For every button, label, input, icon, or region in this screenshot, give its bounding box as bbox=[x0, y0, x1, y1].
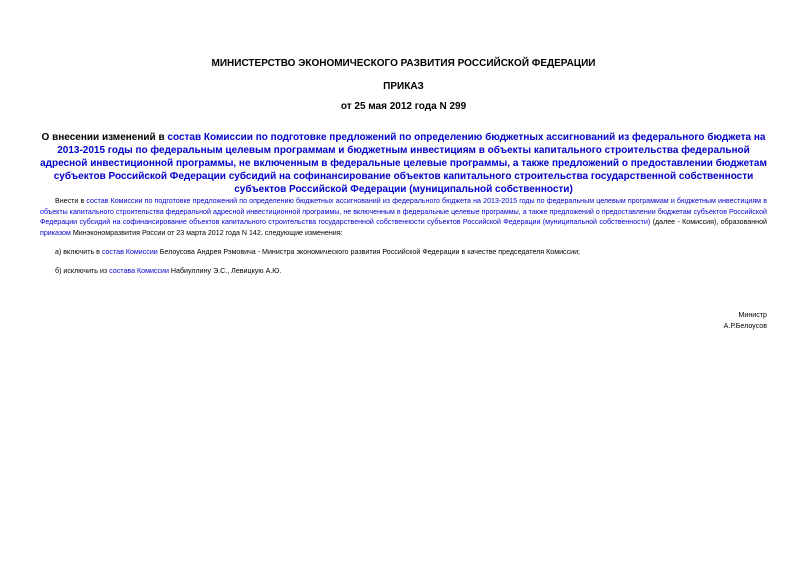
title-commission-link[interactable]: состав Комиссии по подготовке предложений по определению бюджетных ассигнований из федерального бюджета на 2013-2015 годы по федеральным целевым программам и бюджетным инвестициям в объекты капитального строительства федеральной адресной инвестиционной программы, не включенным в федеральные целевые программы, а также предложений о предоставлении бюджетам субъектов Российской Федерации субсидий на софинансирование объектов капитального строительства государственной собственности субъектов Российской Федерации (муниципальной собственности) bbox=[40, 132, 767, 195]
p3-suffix: Набиуллину Э.С., Левицкую А.Ю. bbox=[168, 267, 282, 275]
paragraph-b bbox=[55, 266, 767, 277]
p3-commission-link[interactable]: состава Комиссии bbox=[109, 267, 169, 275]
title-prefix: О внесении изменений в bbox=[41, 132, 168, 143]
p1-commission-link[interactable]: состав Комиссии по подготовке предложений по определению бюджетных ассигнований из федерального бюджета на 2013-2015 годы по федеральным целевым программам и бюджетным инвестициям в объекты капитального строительства федеральной адресной инвестиционной программы, не включенным в федеральные целевые программы, а также предложений о предоставлении бюджетам субъектов Российской Федерации субсидий на софинансирование объектов капитального строительства государственной собственности субъектов Российской Федерации (муниципальной собственности) bbox=[40, 197, 767, 226]
ministry-heading: МИНИСТЕРСТВО ЭКОНОМИЧЕСКОГО РАЗВИТИЯ РОССИЙСКОЙ ФЕДЕРАЦИИ bbox=[211, 58, 596, 69]
paragraph-main bbox=[40, 196, 767, 238]
paragraph-a bbox=[55, 247, 767, 258]
p1-order-link[interactable]: приказом bbox=[40, 228, 71, 237]
p2-prefix: а) включить в bbox=[55, 248, 102, 256]
signature-name: А.Р.Белоусов bbox=[723, 322, 767, 330]
p2-suffix: Белоусова Андрея Рэмовича - Министра экономического развития Российской Федерации в качестве председателя Комиссии; bbox=[157, 248, 581, 256]
p1-prefix: Внести в bbox=[55, 197, 87, 205]
signature-role: Министр bbox=[738, 311, 767, 319]
date-number-heading: от 25 мая 2012 года N 299 bbox=[340, 101, 467, 112]
p3-prefix: б) исключить из bbox=[55, 267, 110, 275]
doc-type-heading: ПРИКАЗ bbox=[383, 81, 424, 92]
p1-suffix: Минэкономразвития России от 23 марта 2012 года N 142, следующие изменения: bbox=[70, 228, 343, 237]
document-title bbox=[40, 131, 767, 196]
p1-mid: (далее - Комиссия), образованной bbox=[650, 218, 767, 226]
p2-commission-link[interactable]: состав Комиссии bbox=[101, 248, 158, 256]
